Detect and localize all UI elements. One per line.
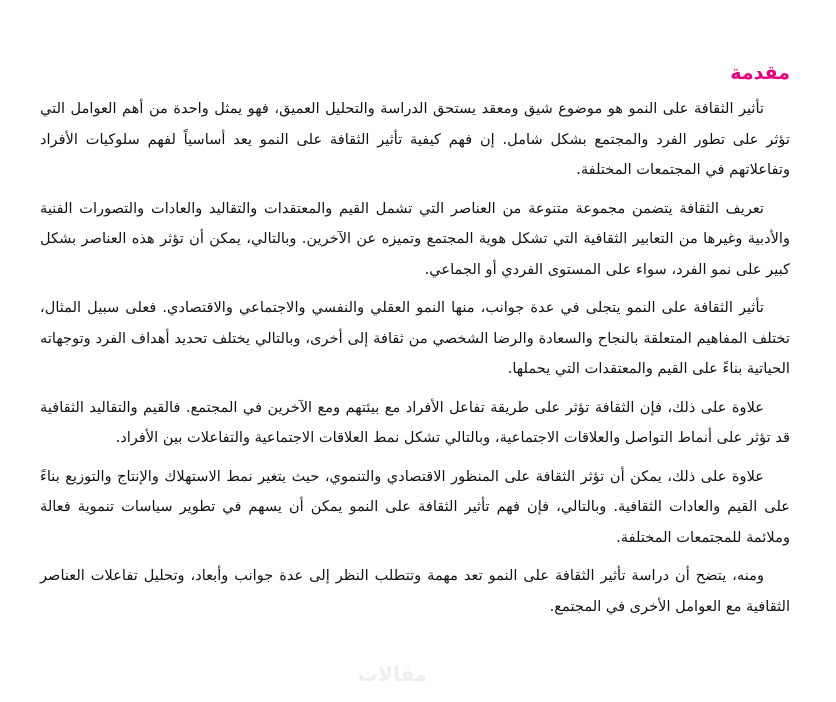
site-watermark: مقالات — [358, 662, 428, 686]
paragraph-economic: علاوة على ذلك، يمكن أن تؤثر الثقافة على المنظور الاقتصادي والتنموي، حيث يتغير نمط الاستهلاك والإنتاج والتوزيع بناءً على القيم والعادات الثقافية. وبالتالي، فإن فهم تأثير الثقافة على النمو يمكن أن يسهم في تطوير سياسات تنموية فعالة وملائمة للمجتمعات المختلفة. — [40, 467, 790, 546]
paragraph-aspects: تأثير الثقافة على النمو يتجلى في عدة جوانب، منها النمو العقلي والنفسي والاجتماعي والاقتصادي. فعلى سبيل المثال، تختلف المفاهيم المتعلقة بالنجاح والسعادة والرضا الشخصي من ثقافة إلى أخرى، وبالتالي يختلف تحديد أهداف الفرد وتوجهاته الحياتية بناءً على القيم والمعتقدات التي يحملها. — [40, 299, 790, 377]
paragraph-definition: تعريف الثقافة يتضمن مجموعة متنوعة من العناصر التي تشمل القيم والمعتقدات والتقاليد والعادات والتصورات الفنية والأدبية وغيرها من التعابير الثقافية التي تشكل هوية المجتمع وتميزه عن الآخرين. وبالتالي، يمكن أن تؤثر هذه العناصر بشكل كبير على نمو الفرد، سواء على المستوى الفردي أو الجماعي. — [40, 199, 790, 278]
paragraph-interaction: علاوة على ذلك، فإن الثقافة تؤثر على طريقة تفاعل الأفراد مع بيئتهم ومع الآخرين في المجتمع. فالقيم والتقاليد الثقافية قد تؤثر على أنماط التواصل والعلاقات الاجتماعية، وبالتالي تشكل نمط العلاقات الاجتماعية والتفاعلات بين الأفراد. — [40, 398, 790, 446]
paragraph-intro: تأثير الثقافة على النمو هو موضوع شيق ومعقد يستحق الدراسة والتحليل العميق، فهو يمثل واحدة من أهم العوامل التي تؤثر على تطور الفرد والمجتمع بشكل شامل. إن فهم كيفية تأثير الثقافة على النمو يعد أساسياً لفهم سلوكيات الأفراد وتفاعلاتهم في المجتمعات المختلفة. — [40, 100, 790, 178]
section-heading: مقدمة — [730, 62, 790, 84]
document-body — [40, 58, 790, 630]
paragraph-conclusion: ومنه، يتضح أن دراسة تأثير الثقافة على النمو تعد مهمة وتتطلب النظر إلى عدة جوانب وأبعاد، وتحليل تفاعلات العناصر الثقافية مع العوامل الأخرى في المجتمع. — [40, 567, 790, 615]
